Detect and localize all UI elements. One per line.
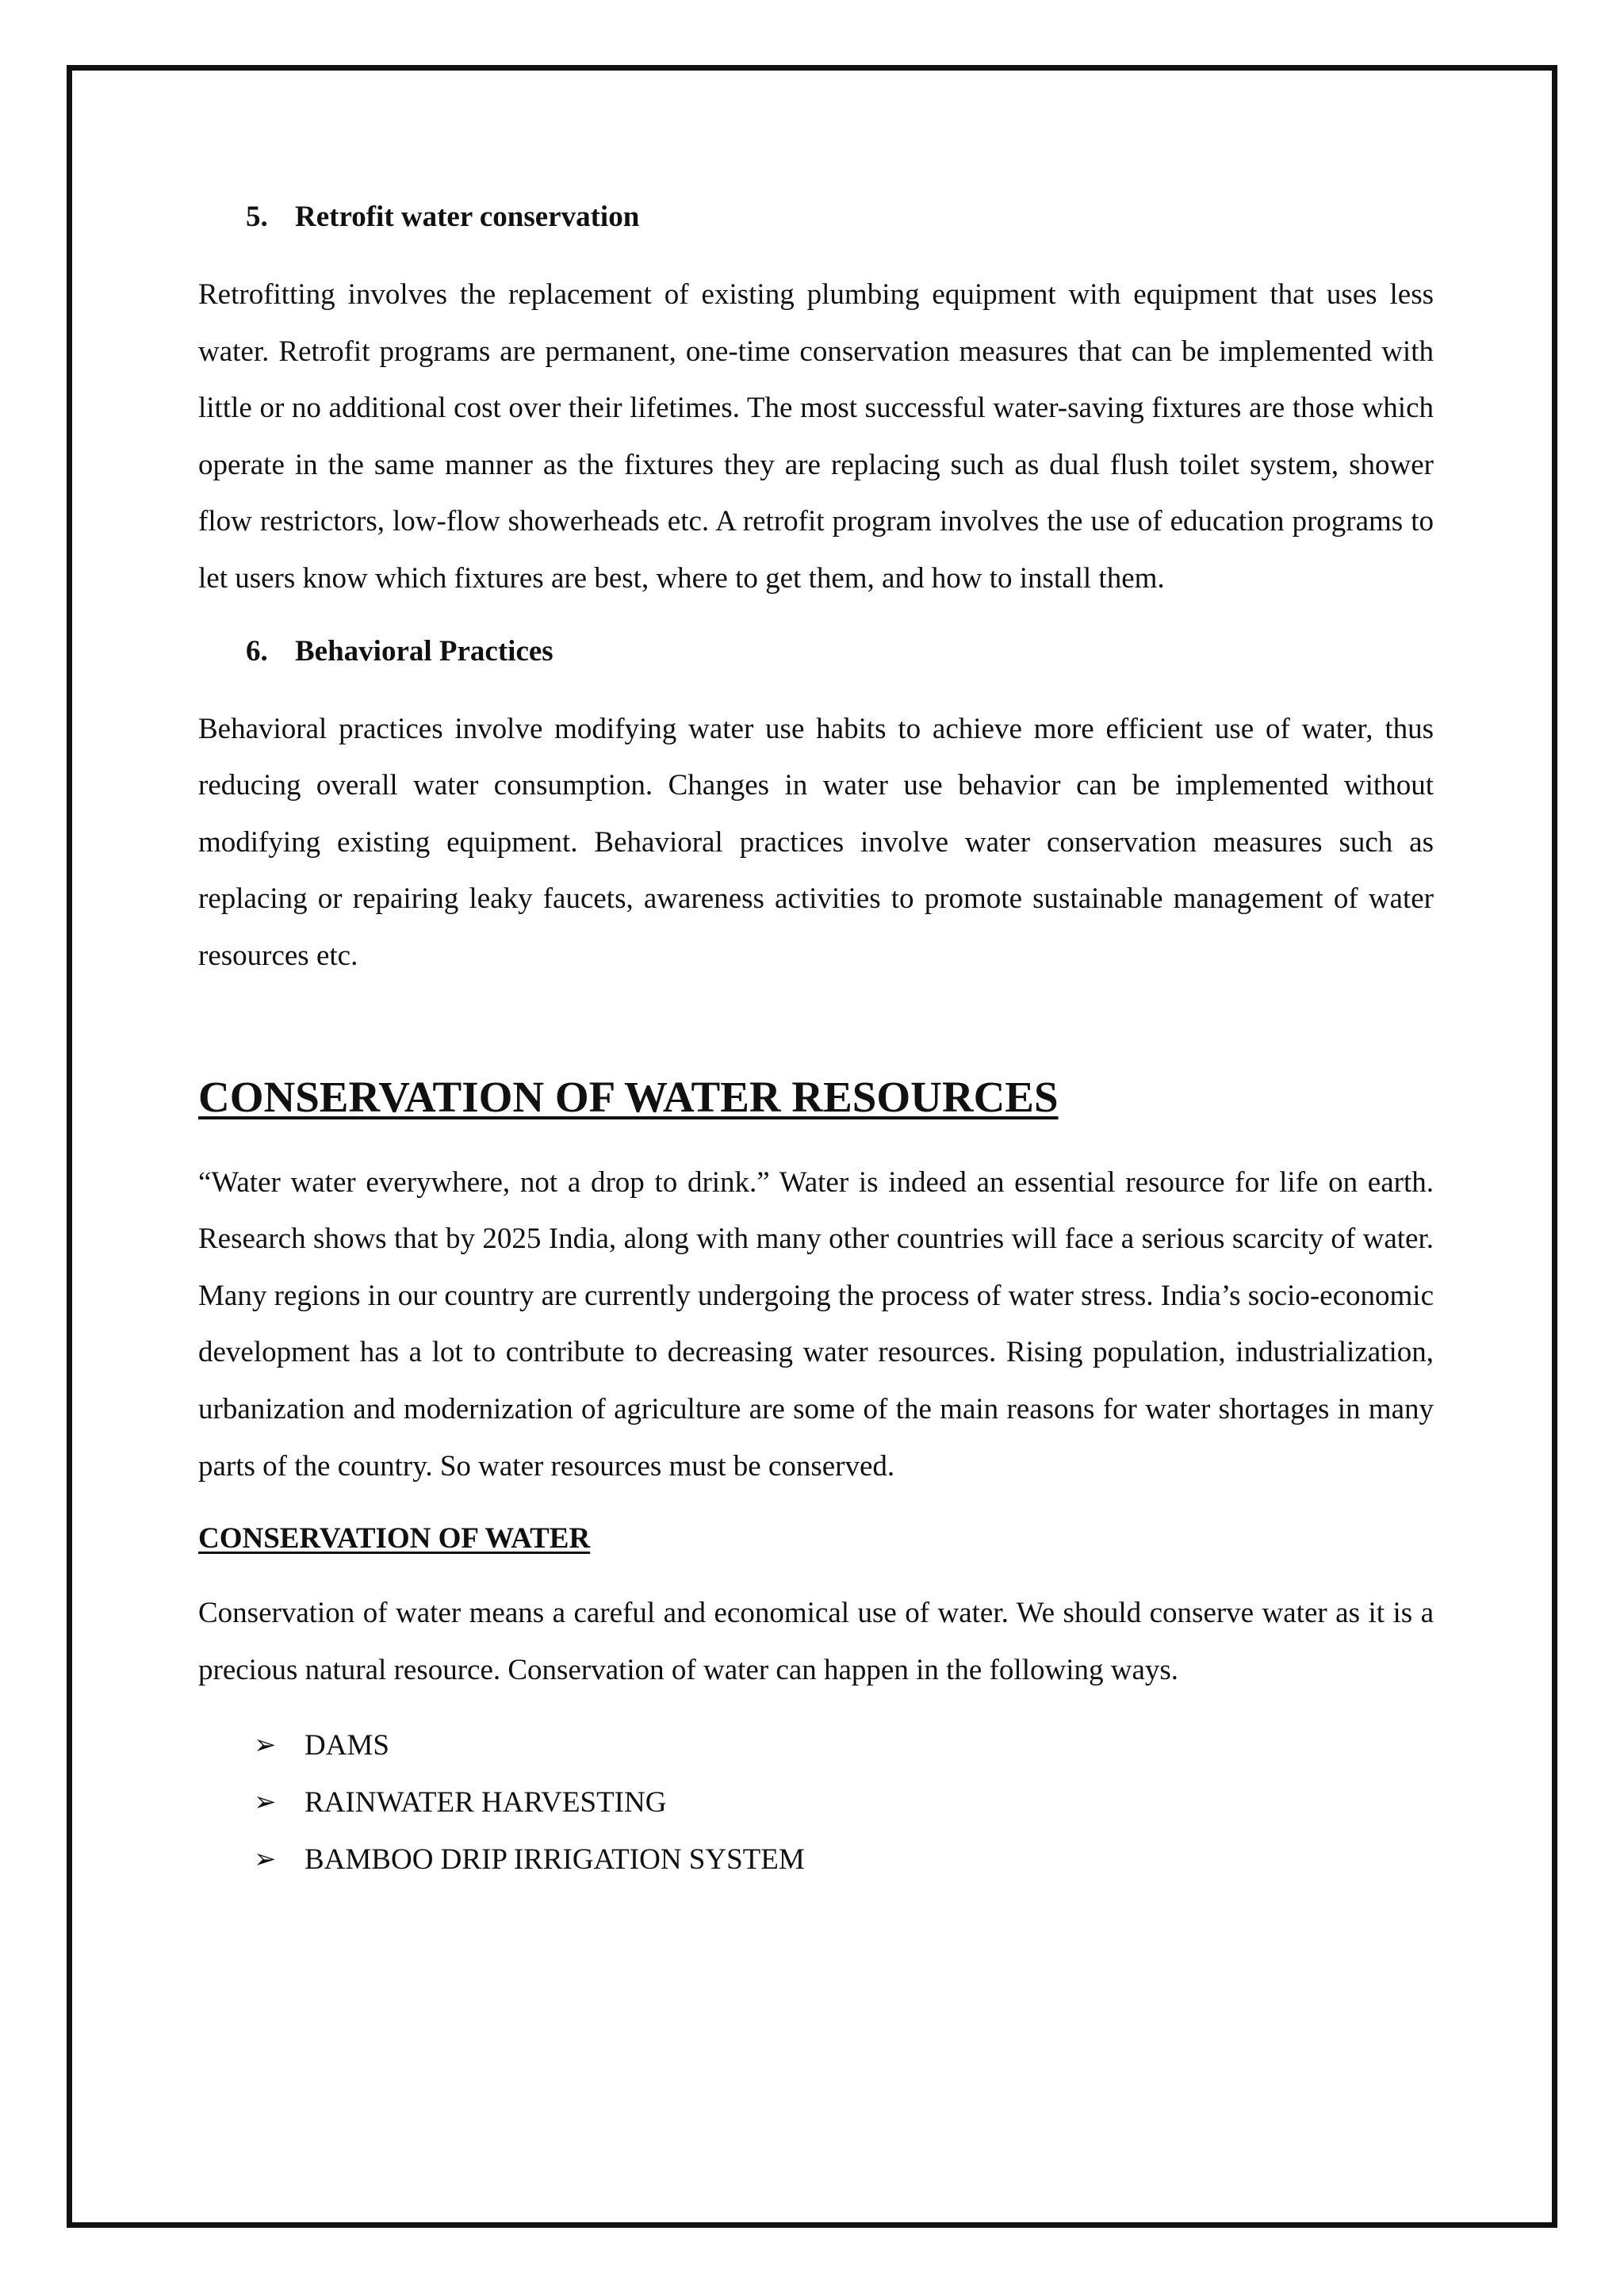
list-item [254, 1774, 1434, 1831]
list-item-label: DAMS [304, 1729, 389, 1762]
conservation-heading: CONSERVATION OF WATER [198, 1522, 591, 1556]
list-item-label: BAMBOO DRIP IRRIGATION SYSTEM [304, 1843, 805, 1877]
retrofit-heading [198, 192, 1434, 243]
retrofit-title: Retrofit water conservation [295, 201, 640, 233]
retrofit-paragraph: Retrofitting involves the replacement of existing plumbing equipment with equipment that uses less water. Retrofit programs are permanent, one-time conservation measures that can be implemented with little or no additional cost over their lifetimes. The most successful water-saving fixtures are those which operate in the same manner as the fixtures they are replacing such as dual flush toilet system, shower flow restrictors, low-flow showerheads etc. A retrofit program involves the use of education programs to let users know which fixtures are best, where to get them, and how to install them. [198, 278, 1434, 595]
document-content [198, 192, 1434, 1888]
list-item-label: RAINWATER HARVESTING [304, 1786, 667, 1820]
list-item [254, 1717, 1434, 1774]
behavioral-number: 6. [246, 634, 268, 668]
list-item [254, 1831, 1434, 1888]
main-heading: CONSERVATION OF WATER RESOURCES [198, 1072, 1059, 1121]
behavioral-heading [198, 626, 1434, 677]
behavioral-title: Behavioral Practices [295, 634, 553, 668]
conservation-paragraph: Conservation of water means a careful and economical use of water. We should conserve water as it is a precious natural resource. Conservation of water can happen in the following ways. [198, 1597, 1434, 1686]
retrofit-number: 5. [246, 201, 268, 233]
arrowhead-bullet-icon: ➢ [254, 1731, 277, 1761]
arrowhead-bullet-icon: ➢ [254, 1788, 277, 1818]
arrowhead-bullet-icon: ➢ [254, 1845, 277, 1875]
resources-paragraph: “Water water everywhere, not a drop to drink.” Water is indeed an essential resource for life on earth. Research shows that by 2025 India, along with many other countries will face a serious scarcity of water. Many regions in our country are currently undergoing the process of water stress. India’s socio-economic development has a lot to contribute to decreasing water resources. Rising population, industrialization, urbanization and modernization of agriculture are some of the main reasons for water shortages in many parts of the country. So water resources must be conserved. [198, 1165, 1434, 1483]
methods-list [198, 1717, 1434, 1888]
behavioral-paragraph: Behavioral practices involve modifying water use habits to achieve more efficient use of water, thus reducing overall water consumption. Changes in water use behavior can be implemented without modifying existing equipment. Behavioral practices involve water conservation measures such as replacing or repairing leaky faucets, awareness activities to promote sustainable management of water resources etc. [198, 712, 1434, 972]
